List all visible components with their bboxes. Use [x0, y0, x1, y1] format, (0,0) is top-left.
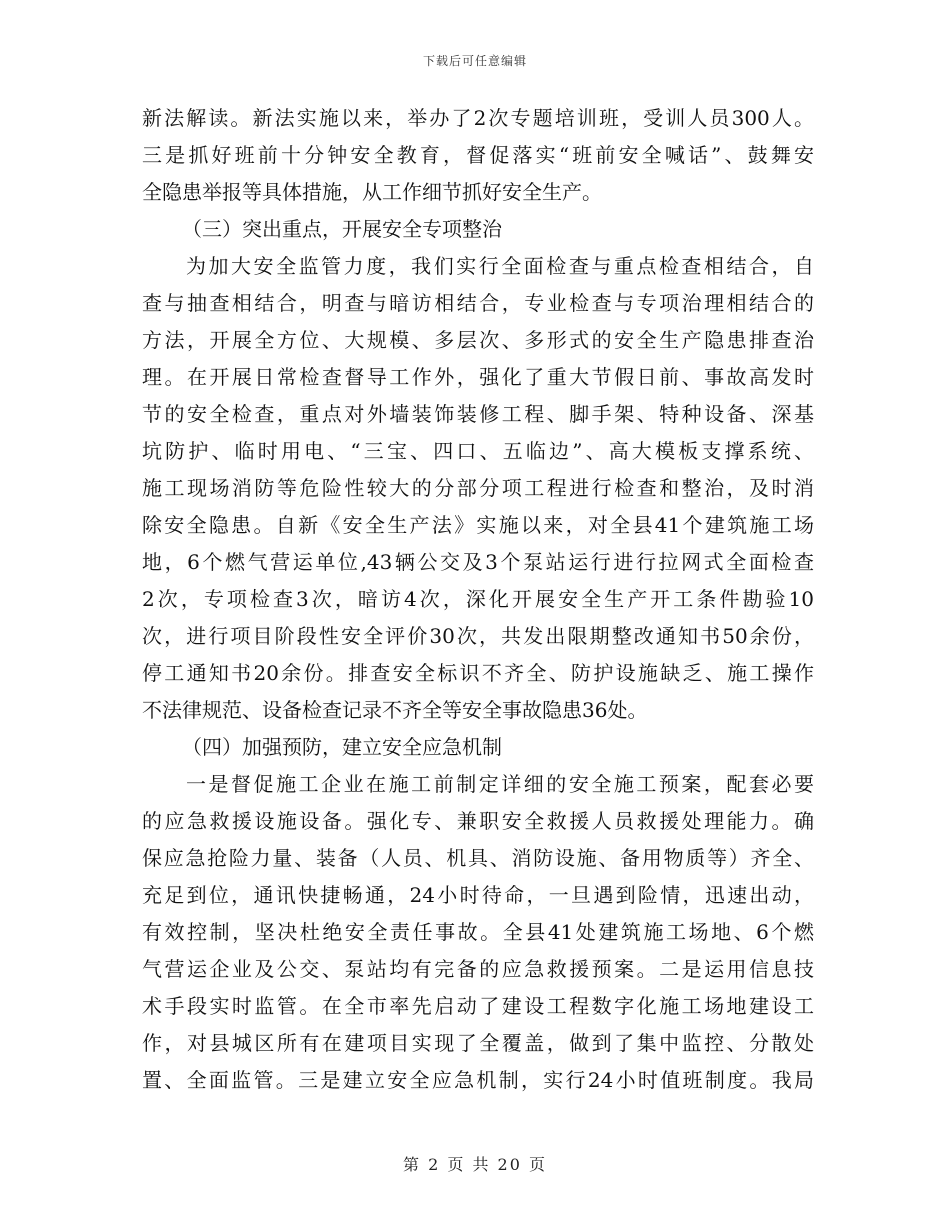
paragraph-line: 除安全隐患。自新《安全生产法》实施以来，对全县41个建筑施工场	[142, 513, 814, 537]
paragraph-line: 一是督促施工企业在施工前制定详细的安全施工预案，配套必要	[186, 772, 814, 796]
section-heading: （三）突出重点，开展安全专项整治	[182, 217, 502, 241]
paragraph-line: 作，对县城区所有在建项目实现了全覆盖，做到了集中监控、分散处	[142, 1031, 814, 1055]
paragraph-line: 理。在开展日常检查督导工作外，强化了重大节假日前、事故高发时	[142, 365, 814, 389]
paragraph-line: 的应急救援设施设备。强化专、兼职安全救援人员救援处理能力。确	[142, 809, 814, 833]
paragraph-line: 为加大安全监管力度，我们实行全面检查与重点检查相结合，自	[186, 254, 814, 278]
paragraph-line: 不法律规范、设备检查记录不齐全等安全事故隐患36处。	[142, 698, 648, 722]
paragraph-line: 新法解读。新法实施以来，举办了2次专题培训班，受训人员300人。	[142, 106, 814, 130]
paragraph-line: 次，进行项目阶段性安全评价30次，共发出限期整改通知书50余份，	[142, 624, 814, 648]
paragraph-line: 术手段实时监管。在全市率先启动了建设工程数字化施工场地建设工	[142, 994, 814, 1018]
document-body	[142, 100, 814, 1099]
page-header: 下载后可任意编辑	[422, 54, 527, 68]
page-number-footer: 第 2 页 共 20 页	[403, 1155, 547, 1174]
paragraph-line: 地，6个燃气营运单位,43辆公交及3个泵站运行进行拉网式全面检查	[142, 550, 814, 574]
paragraph-line: 全隐患举报等具体措施，从工作细节抓好安全生产。	[142, 180, 602, 204]
paragraph-line: 节的安全检查，重点对外墙装饰装修工程、脚手架、特种设备、深基	[142, 402, 814, 426]
section-heading: （四）加强预防，建立安全应急机制	[182, 735, 502, 759]
paragraph-line: 置、全面监管。三是建立安全应急机制，实行24小时值班制度。我局	[142, 1068, 814, 1092]
paragraph-line: 气营运企业及公交、泵站均有完备的应急救援预案。二是运用信息技	[142, 957, 814, 981]
paragraph-line: 查与抽查相结合，明查与暗访相结合，专业检查与专项治理相结合的	[142, 291, 814, 315]
paragraph-line: 三是抓好班前十分钟安全教育，督促落实“班前安全喊话”、鼓舞安	[142, 143, 814, 167]
paragraph-line: 方法，开展全方位、大规模、多层次、多形式的安全生产隐患排查治	[142, 328, 814, 352]
paragraph-line: 2次，专项检查3次，暗访4次，深化开展安全生产开工条件勘验10	[142, 587, 814, 611]
paragraph-line: 停工通知书20余份。排查安全标识不齐全、防护设施缺乏、施工操作	[142, 661, 814, 685]
paragraph-line: 有效控制，坚决杜绝安全责任事故。全县41处建筑施工场地、6个燃	[142, 920, 814, 944]
paragraph-line: 坑防护、临时用电、“三宝、四口、五临边”、高大模板支撑系统、	[142, 439, 814, 463]
paragraph-line: 施工现场消防等危险性较大的分部分项工程进行检查和整治，及时消	[142, 476, 814, 500]
paragraph-line: 充足到位，通讯快捷畅通，24小时待命，一旦遇到险情，迅速出动，	[142, 883, 814, 907]
paragraph-line: 保应急抢险力量、装备（人员、机具、消防设施、备用物质等）齐全、	[142, 846, 814, 870]
